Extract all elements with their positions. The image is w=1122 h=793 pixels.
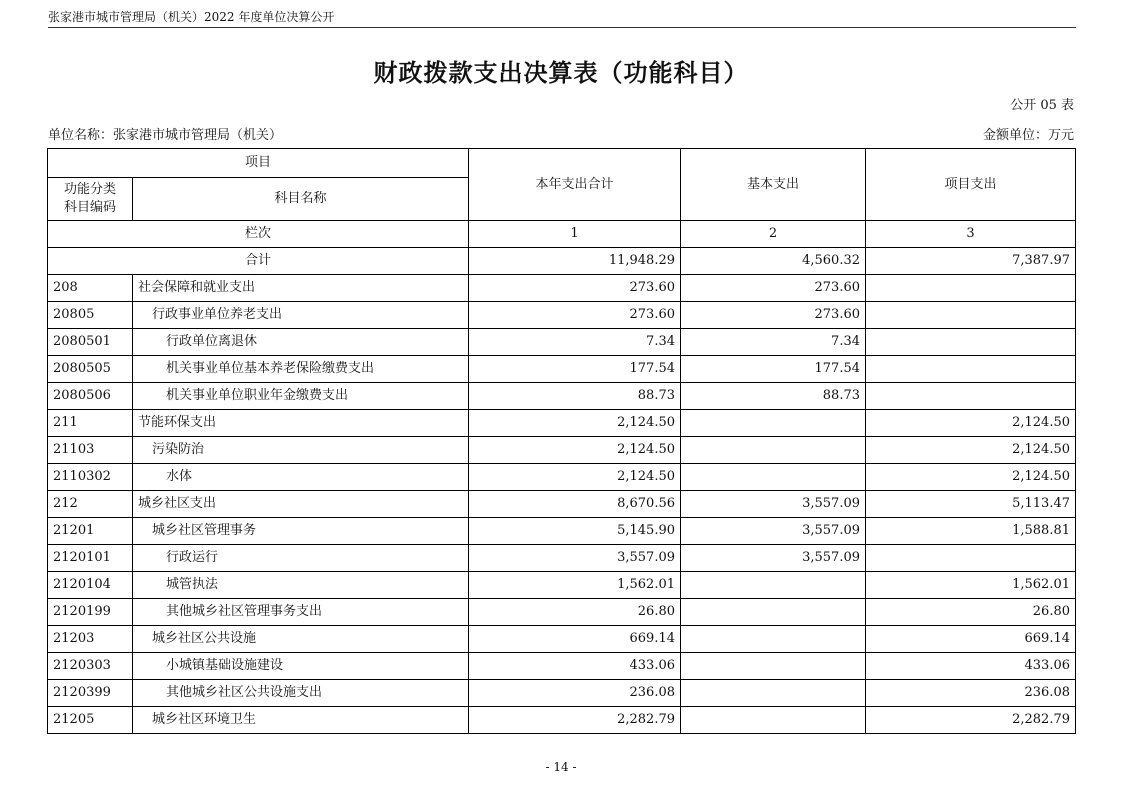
page-number: - 14 - (545, 760, 577, 774)
row-total: 236.08 (469, 680, 681, 707)
row-basic (681, 653, 866, 680)
row-basic: 273.60 (681, 275, 866, 302)
row-total: 8,670.56 (469, 491, 681, 518)
row-name: 机关事业单位职业年金缴费支出 (133, 383, 469, 410)
header-project: 项目支出 (866, 149, 1076, 221)
table-row (48, 707, 1076, 734)
row-project: 2,124.50 (866, 464, 1076, 491)
row-basic: 7.34 (681, 329, 866, 356)
header-name: 科目名称 (133, 178, 469, 221)
row-basic (681, 707, 866, 734)
row-total: 273.60 (469, 302, 681, 329)
row-project: 669.14 (866, 626, 1076, 653)
row-basic: 3,557.09 (681, 545, 866, 572)
header-basic: 基本支出 (681, 149, 866, 221)
row-total: 2,282.79 (469, 707, 681, 734)
col-index-3: 3 (866, 221, 1076, 248)
row-total: 3,557.09 (469, 545, 681, 572)
sum-total: 11,948.29 (469, 248, 681, 275)
row-code: 2120399 (48, 680, 133, 707)
row-name: 行政运行 (133, 545, 469, 572)
row-code: 212 (48, 491, 133, 518)
page-title: 财政拨款支出决算表（功能科目） (373, 58, 749, 87)
row-code: 2120303 (48, 653, 133, 680)
row-name: 水体 (133, 464, 469, 491)
row-basic: 273.60 (681, 302, 866, 329)
sum-basic: 4,560.32 (681, 248, 866, 275)
row-total: 7.34 (469, 329, 681, 356)
row-project (866, 356, 1076, 383)
table-row (48, 437, 1076, 464)
col-index-2: 2 (681, 221, 866, 248)
row-code: 2080501 (48, 329, 133, 356)
row-basic: 3,557.09 (681, 491, 866, 518)
row-total: 273.60 (469, 275, 681, 302)
row-code: 20805 (48, 302, 133, 329)
row-project (866, 275, 1076, 302)
row-total: 2,124.50 (469, 437, 681, 464)
row-name: 小城镇基础设施建设 (133, 653, 469, 680)
row-basic (681, 437, 866, 464)
row-total: 2,124.50 (469, 410, 681, 437)
row-total: 433.06 (469, 653, 681, 680)
row-code: 211 (48, 410, 133, 437)
sum-row (48, 248, 1076, 275)
row-basic (681, 680, 866, 707)
table-row (48, 275, 1076, 302)
row-project: 26.80 (866, 599, 1076, 626)
row-total: 177.54 (469, 356, 681, 383)
table-row (48, 356, 1076, 383)
table-row (48, 410, 1076, 437)
unit-name: 单位名称：张家港市城市管理局（机关） (48, 128, 283, 143)
row-name: 城管执法 (133, 572, 469, 599)
table-row (48, 545, 1076, 572)
row-total: 88.73 (469, 383, 681, 410)
row-project (866, 302, 1076, 329)
row-code: 2120199 (48, 599, 133, 626)
table-row (48, 383, 1076, 410)
row-name: 城乡社区管理事务 (133, 518, 469, 545)
row-name: 污染防治 (133, 437, 469, 464)
table-row (48, 491, 1076, 518)
row-total: 26.80 (469, 599, 681, 626)
row-basic: 88.73 (681, 383, 866, 410)
table-row (48, 599, 1076, 626)
table-row (48, 329, 1076, 356)
header-code: 功能分类 科目编码 (48, 178, 133, 221)
sum-label: 合计 (48, 248, 469, 275)
sum-project: 7,387.97 (866, 248, 1076, 275)
row-project: 2,124.50 (866, 410, 1076, 437)
row-project: 5,113.47 (866, 491, 1076, 518)
row-name: 行政事业单位养老支出 (133, 302, 469, 329)
row-project (866, 545, 1076, 572)
row-name: 社会保障和就业支出 (133, 275, 469, 302)
col-index-1: 1 (469, 221, 681, 248)
row-code: 2080505 (48, 356, 133, 383)
row-basic (681, 410, 866, 437)
table-row (48, 302, 1076, 329)
row-code: 2110302 (48, 464, 133, 491)
row-basic: 3,557.09 (681, 518, 866, 545)
row-name: 节能环保支出 (133, 410, 469, 437)
table-row (48, 572, 1076, 599)
row-code: 2120104 (48, 572, 133, 599)
row-code: 21205 (48, 707, 133, 734)
row-project (866, 383, 1076, 410)
row-project (866, 329, 1076, 356)
row-code: 21103 (48, 437, 133, 464)
col-index-label: 栏次 (48, 221, 469, 248)
row-basic (681, 464, 866, 491)
row-project: 236.08 (866, 680, 1076, 707)
table-row (48, 626, 1076, 653)
row-code: 21203 (48, 626, 133, 653)
row-name: 城乡社区环境卫生 (133, 707, 469, 734)
running-header: 张家港市城市管理局（机关）2022 年度单位决算公开 (48, 10, 335, 24)
row-basic (681, 572, 866, 599)
row-total: 2,124.50 (469, 464, 681, 491)
row-basic (681, 599, 866, 626)
row-name: 其他城乡社区管理事务支出 (133, 599, 469, 626)
form-number: 公开 05 表 (1010, 98, 1074, 113)
row-project: 433.06 (866, 653, 1076, 680)
header-item: 项目 (48, 149, 469, 178)
expenditure-table (47, 148, 1076, 734)
row-code: 2120101 (48, 545, 133, 572)
table-row (48, 680, 1076, 707)
row-total: 1,562.01 (469, 572, 681, 599)
header-rule (48, 27, 1076, 28)
row-code: 2080506 (48, 383, 133, 410)
header-total: 本年支出合计 (469, 149, 681, 221)
row-name: 城乡社区支出 (133, 491, 469, 518)
row-name: 城乡社区公共设施 (133, 626, 469, 653)
row-name: 机关事业单位基本养老保险缴费支出 (133, 356, 469, 383)
table-row (48, 653, 1076, 680)
row-project: 1,562.01 (866, 572, 1076, 599)
row-project: 2,124.50 (866, 437, 1076, 464)
row-basic: 177.54 (681, 356, 866, 383)
row-project: 1,588.81 (866, 518, 1076, 545)
table-row (48, 518, 1076, 545)
row-total: 669.14 (469, 626, 681, 653)
amount-unit: 金额单位：万元 (982, 128, 1074, 143)
row-project: 2,282.79 (866, 707, 1076, 734)
row-code: 208 (48, 275, 133, 302)
row-code: 21201 (48, 518, 133, 545)
table-row (48, 464, 1076, 491)
row-name: 行政单位离退休 (133, 329, 469, 356)
row-total: 5,145.90 (469, 518, 681, 545)
row-basic (681, 626, 866, 653)
row-name: 其他城乡社区公共设施支出 (133, 680, 469, 707)
